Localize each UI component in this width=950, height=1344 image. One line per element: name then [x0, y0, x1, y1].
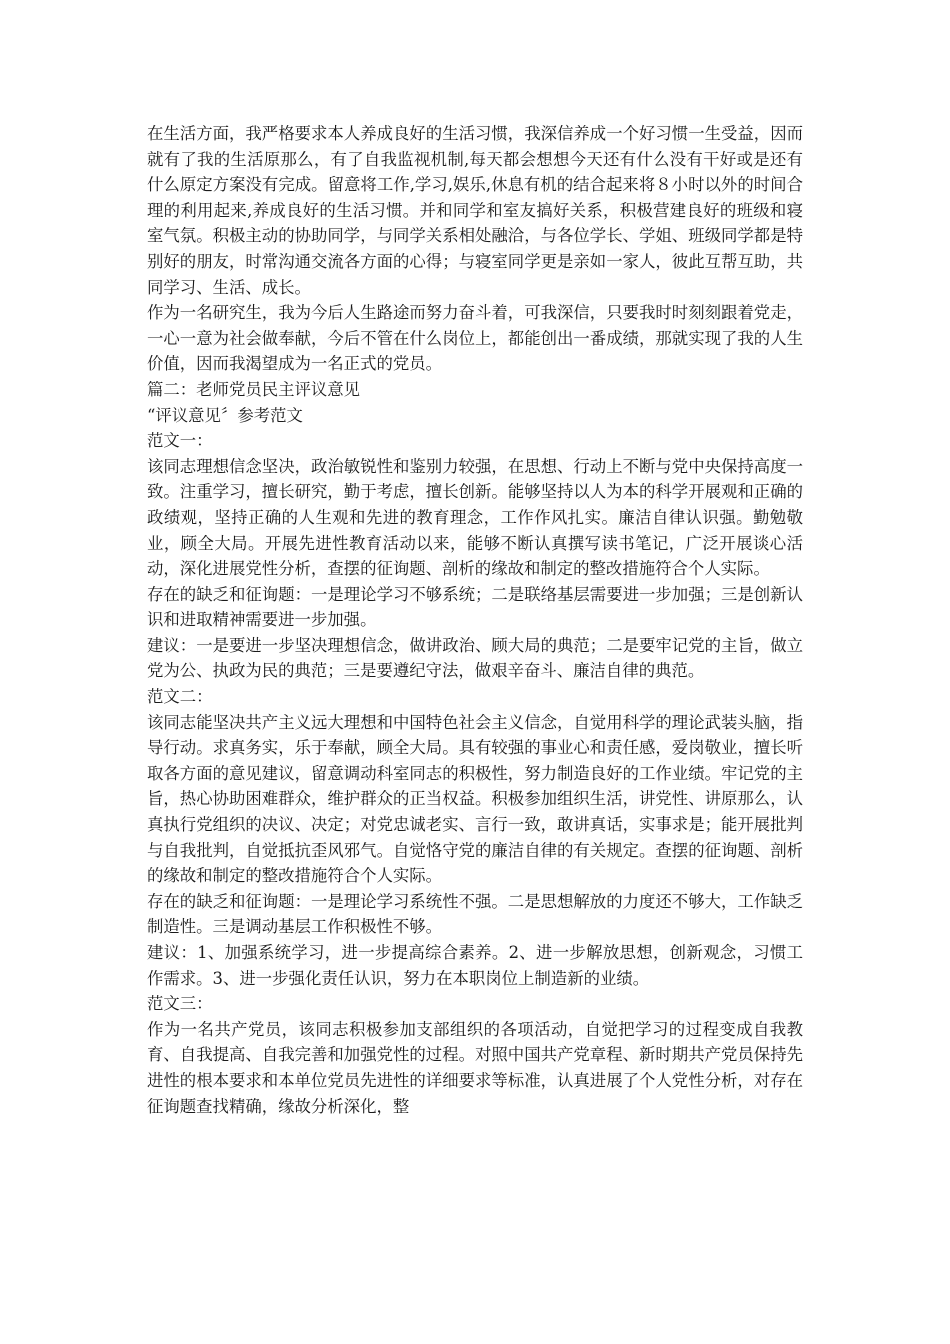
- document-page: [147, 121, 803, 1119]
- sample-three-label: 范文三：: [147, 994, 213, 1014]
- paragraph-life-habits: 在生活方面，我严格要求本人养成良好的生活习惯，我深信养成一个好习惯一生受益，因而就有了我的生活原那么，有了自我监视机制,每天都会想想今天还有什么没有干好或是还有什么原定方案没有完成。留意将工作,学习,娱乐,休息有机的结合起来将８小时以外的时间合理的利用起来,养成良好的生活习惯。并和同学和室友搞好关系，积极营建良好的班级和寝室气氛。积极主动的协助同学，与同学关系相处融洽，与各位学长、学姐、班级同学都是特别好的朋友，时常沟通交流各方面的心得；与寝室同学更是亲如一家人，彼此互帮互助，共同学习、生活、成长。: [147, 124, 803, 297]
- sample-two-label: 范文二：: [147, 687, 213, 707]
- sample-two-shortcomings: 存在的缺乏和征询题：一是理论学习系统性不强。二是思想解放的力度还不够大，工作缺乏制造性。三是调动基层工作积极性不够。: [147, 891, 803, 937]
- sample-one-label: 范文一：: [147, 431, 213, 451]
- sample-one-suggestions: 建议：一是要进一步坚决理想信念，做讲政治、顾大局的典范；二是要牢记党的主旨，做立党为公、执政为民的典范；三是要遵纪守法，做艰辛奋斗、廉洁自律的典范。: [147, 635, 803, 681]
- sample-two-suggestions: 建议：1、加强系统学习，进一步提高综合素养。2、进一步解放思想，创新观念，习惯工作需求。3、进一步强化责任认识，努力在本职岗位上制造新的业绩。: [147, 943, 803, 988]
- subheading-reference-samples: “评议意见〞参考范文: [147, 405, 303, 425]
- sample-one-body: 该同志理想信念坚决，政治敏锐性和鉴别力较强，在思想、行动上不断与党中央保持高度一致。注重学习，擅长研究，勤于考虑，擅长创新。能够坚持以人为本的科学开展观和正确的政绩观，坚持正确的人生观和先进的教育理念，工作作风扎实。廉洁自律认识强。勤勉敬业，顾全大局。开展先进性教育活动以来，能够不断认真撰写读书笔记，广泛开展谈心活动，深化进展党性分析，查摆的征询题、剖析的缘故和制定的整改措施符合个人实际。: [147, 456, 803, 579]
- paragraph-graduate-aspiration: 作为一名研究生，我为今后人生路途而努力奋斗着，可我深信，只要我时时刻刻跟着党走，一心一意为社会做奉献，今后不管在什么岗位上，都能创出一番成绩，那就实现了我的人生价值，因而我渴望成为一名正式的党员。: [147, 303, 803, 374]
- sample-three-body: 作为一名共产党员，该同志积极参加支部组织的各项活动，自觉把学习的过程变成自我教育、自我提高、自我完善和加强党性的过程。对照中国共产党章程、新时期共产党员保持先进性的根本要求和本单位党员先进性的详细要求等标准，认真进展了个人党性分析，对存在征询题查找精确，缘故分析深化，整: [147, 1019, 803, 1116]
- sample-two-body: 该同志能坚决共产主义远大理想和中国特色社会主义信念，自觉用科学的理论武装头脑，指导行动。求真务实，乐于奉献，顾全大局。具有较强的事业心和责任感，爱岗敬业，擅长听取各方面的意见建议，留意调动科室同志的积极性，努力制造良好的工作业绩。牢记党的主旨，热心协助困难群众，维护群众的正当权益。积极参加组织生活，讲党性、讲原那么，认真执行党组织的决议、决定；对党忠诚老实、言行一致，敢讲真话，实事求是；能开展批判与自我批判，自觉抵抗歪风邪气。自觉恪守党的廉洁自律的有关规定。查摆的征询题、剖析的缘故和制定的整改措施符合个人实际。: [147, 712, 803, 886]
- section-heading: 篇二：老师党员民主评议意见: [147, 379, 361, 399]
- sample-one-shortcomings: 存在的缺乏和征询题：一是理论学习不够系统；二是联络基层需要进一步加强；三是创新认识和进取精神需要进一步加强。: [147, 584, 803, 630]
